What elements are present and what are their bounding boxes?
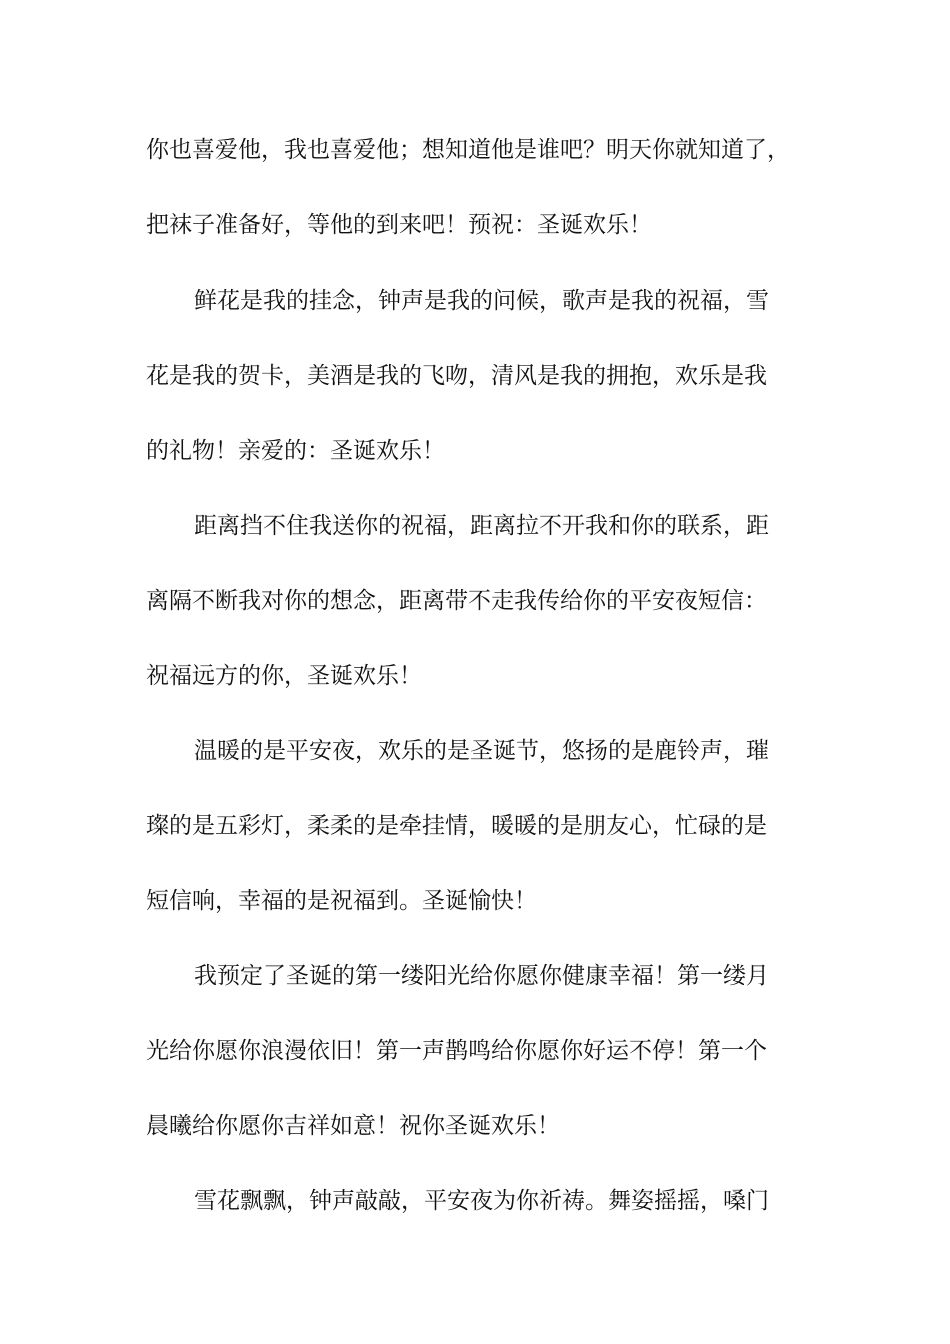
text-line: 短信响，幸福的是祝福到。圣诞愉快！	[146, 888, 537, 914]
text-line: 你也喜爱他，我也喜爱他；想知道他是谁吧？明天你就知道了，	[146, 137, 790, 163]
paragraph-start-line: 距离挡不住我送你的祝福，距离拉不开我和你的联系，距	[194, 513, 769, 539]
text-line: 离隔不断我对你的想念，距离带不走我传给你的平安夜短信：	[146, 588, 767, 614]
text-line: 的礼物！亲爱的：圣诞欢乐！	[146, 438, 445, 464]
paragraph-start-line: 温暖的是平安夜，欢乐的是圣诞节，悠扬的是鹿铃声，璀	[194, 738, 769, 764]
text-line: 光给你愿你浪漫依旧！第一声鹊鸣给你愿你好运不停！第一个	[146, 1038, 767, 1064]
text-line: 璨的是五彩灯，柔柔的是牵挂情，暖暖的是朋友心，忙碌的是	[146, 813, 767, 839]
text-line: 祝福远方的你，圣诞欢乐！	[146, 663, 422, 689]
paragraph-start-line: 我预定了圣诞的第一缕阳光给你愿你健康幸福！第一缕月	[194, 963, 769, 989]
paragraph-start-line: 雪花飘飘，钟声敲敲，平安夜为你祈祷。舞姿摇摇，嗓门	[194, 1188, 769, 1214]
paragraph-start-line: 鲜花是我的挂念，钟声是我的问候，歌声是我的祝福，雪	[194, 288, 769, 314]
text-line: 晨曦给你愿你吉祥如意！祝你圣诞欢乐！	[146, 1113, 560, 1139]
text-line: 把袜子准备好，等他的到来吧！预祝：圣诞欢乐！	[146, 212, 652, 238]
text-line: 花是我的贺卡，美酒是我的飞吻，清风是我的拥抱，欢乐是我	[146, 363, 767, 389]
